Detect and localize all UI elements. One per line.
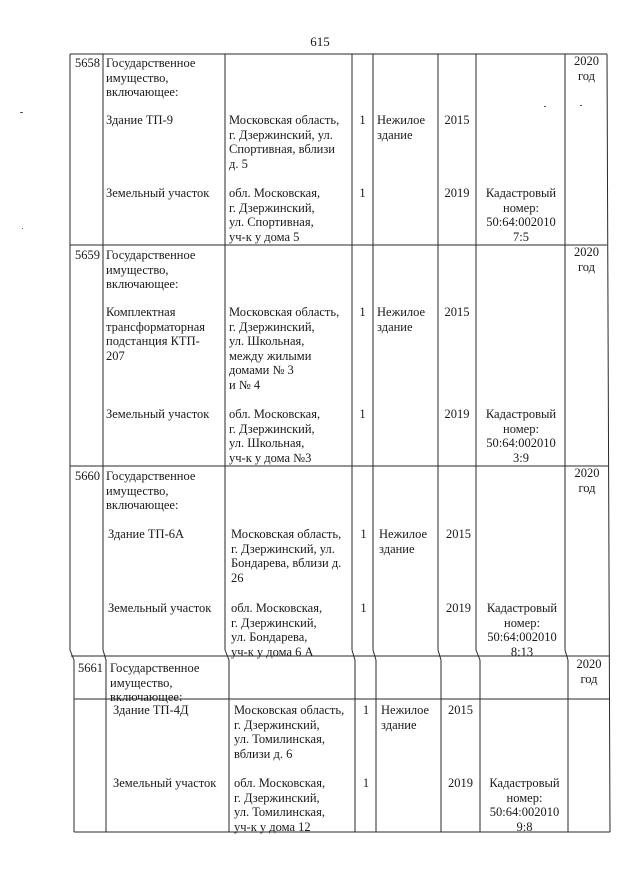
item-type: Нежилое здание <box>377 113 426 142</box>
year-cell: 2020 год <box>576 657 602 686</box>
item-year-built: 2015 <box>448 703 473 717</box>
item-qty: 1 <box>359 186 366 200</box>
item-year-built: 2019 <box>444 407 470 421</box>
item-name: Здание ТП-9 <box>106 113 173 127</box>
item-year-built: 2015 <box>444 305 470 319</box>
item-name: Здание ТП-6А <box>108 527 185 541</box>
item-year-built: 2019 <box>448 776 473 790</box>
cadastral-number: Кадастровый номер: 50:64:002010 9:8 <box>489 776 560 834</box>
item-year-built: 2015 <box>446 527 471 541</box>
item-address: обл. Московская, г. Дзержинский, ул. Спортивная, уч-к у дома 5 <box>229 186 321 244</box>
item-address: Московская область, г. Дзержинский, ул. Спортивная, вблизи д. 5 <box>229 113 340 171</box>
group-label: Государственное имущество, включающее: <box>106 248 196 291</box>
item-year-built: 2019 <box>444 186 470 200</box>
item-year-built: 2015 <box>444 113 470 127</box>
item-qty: 1 <box>362 776 370 790</box>
row-number: 5658 <box>75 56 100 70</box>
item-qty: 1 <box>359 305 366 319</box>
item-address: Московская область, г. Дзержинский, ул. Школьная, между жилыми домами № 3 и № 4 <box>229 305 340 392</box>
cadastral-number: Кадастровый номер: 50:64:002010 7:5 <box>485 186 557 244</box>
item-address: Московская область, г. Дзержинский, ул. Бондарева, вблизи д. 26 <box>231 527 342 585</box>
item-name: Земельный участок <box>108 601 212 615</box>
item-qty: 1 <box>362 703 370 717</box>
item-year-built: 2019 <box>446 601 471 615</box>
item-name: Земельный участок <box>106 407 210 421</box>
item-name: Здание ТП-4Д <box>113 703 189 717</box>
item-address: Московская область, г. Дзержинский, ул. Томилинская, вблизи д. 6 <box>234 703 345 761</box>
item-qty: 1 <box>359 113 366 127</box>
row-number: 5661 <box>78 661 103 675</box>
item-qty: 1 <box>360 527 367 541</box>
year-cell: 2020 год <box>574 54 599 83</box>
year-cell: 2020 год <box>574 466 600 495</box>
cadastral-number: Кадастровый номер: 50:64:002010 3:9 <box>485 407 557 465</box>
item-type: Нежилое здание <box>381 703 430 732</box>
item-name: Земельный участок <box>106 186 210 200</box>
item-address: обл. Московская, г. Дзержинский, ул. Школьная, уч-к у дома №3 <box>229 407 321 465</box>
group-label: Государственное имущество, включающее: <box>106 56 196 99</box>
cadastral-number: Кадастровый номер: 50:64:002010 8:13 <box>486 601 558 659</box>
year-cell: 2020 год <box>574 245 599 274</box>
item-address: обл. Московская, г. Дзержинский, ул. Томилинская, уч-к у дома 12 <box>234 776 326 834</box>
page-number: 615 <box>310 34 330 49</box>
row-number: 5659 <box>75 248 100 262</box>
group-label: Государственное имущество, включающее: <box>106 469 196 512</box>
item-address: обл. Московская, г. Дзержинский, ул. Бондарева, уч-к у дома 6 А <box>231 601 323 659</box>
item-name: Комплектная трансформаторная подстанция КТП- 207 <box>106 305 206 363</box>
item-type: Нежилое здание <box>377 305 426 334</box>
item-type: Нежилое здание <box>379 527 428 556</box>
item-name: Земельный участок <box>113 776 217 790</box>
item-qty: 1 <box>360 601 367 615</box>
item-qty: 1 <box>359 407 366 421</box>
row-number: 5660 <box>75 469 100 483</box>
group-label: Государственное имущество, включающее: <box>110 661 200 704</box>
